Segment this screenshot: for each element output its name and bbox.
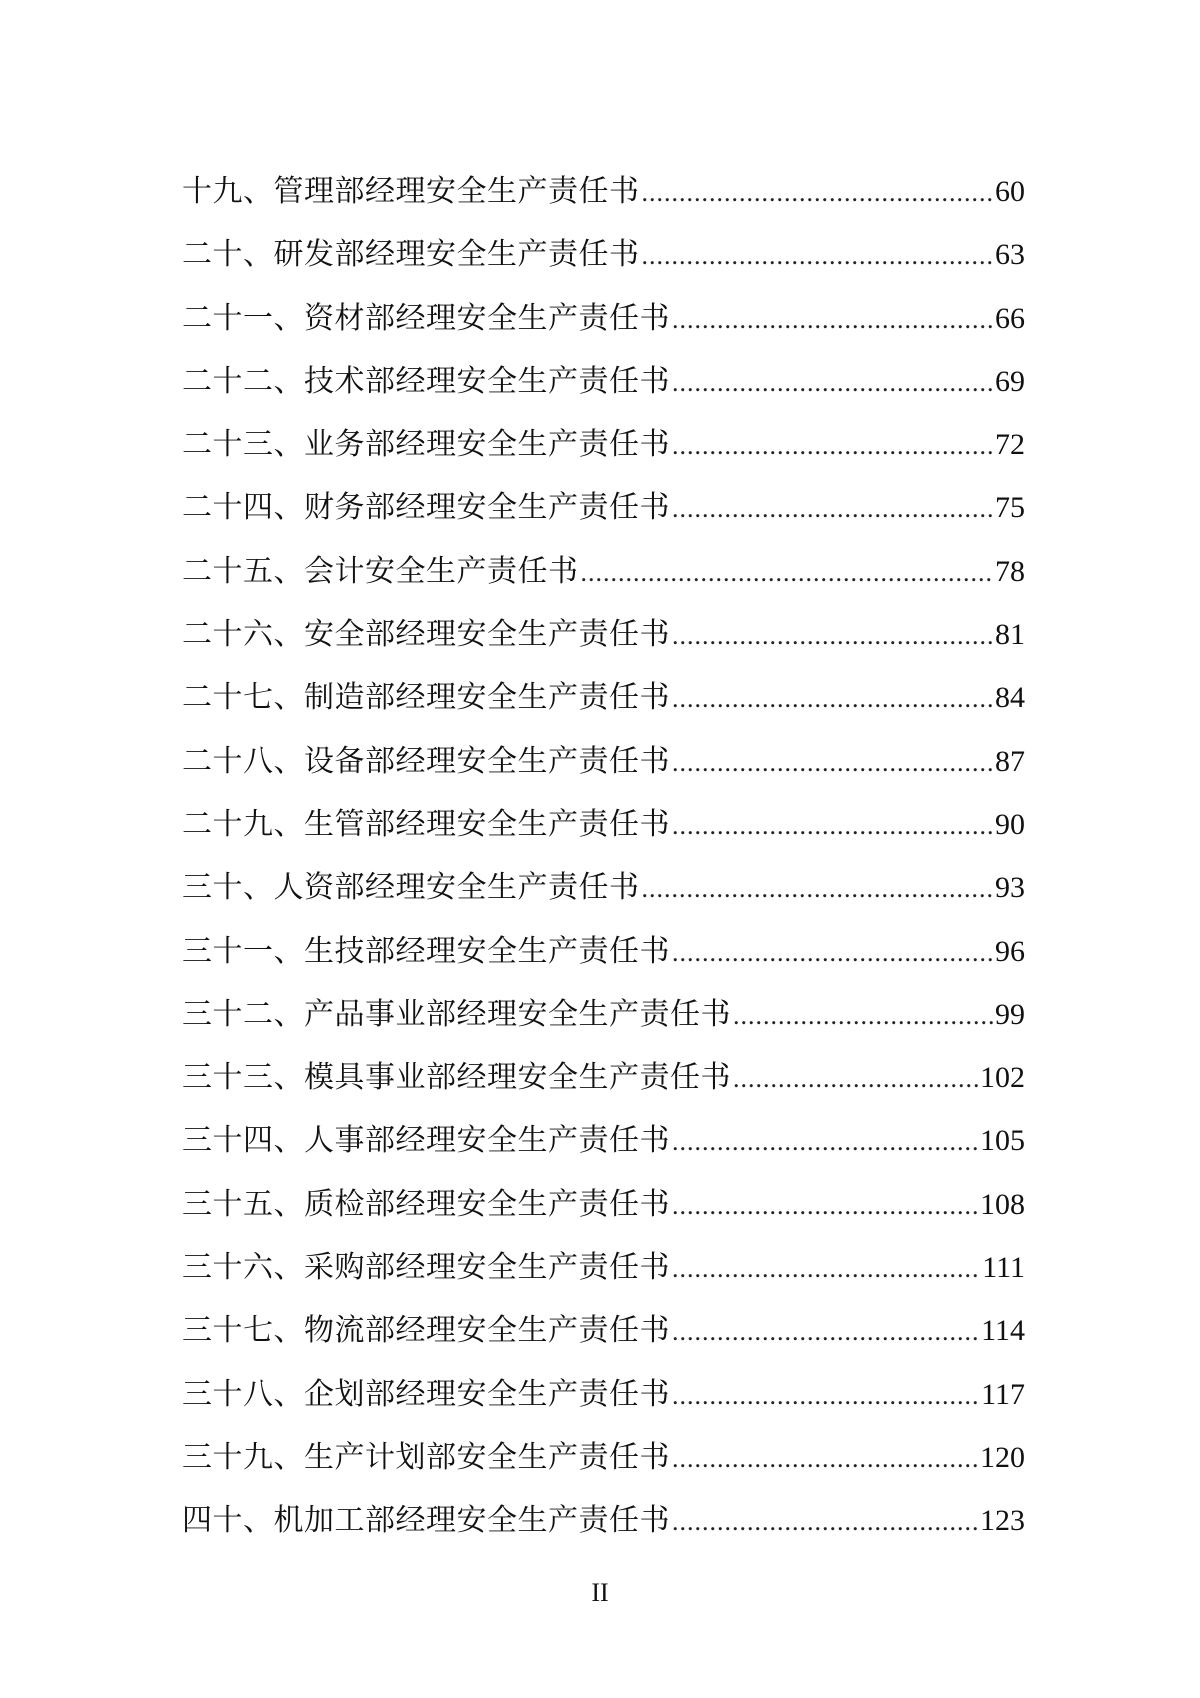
toc-entry-page: 60 [995, 175, 1025, 208]
toc-entry[interactable] [182, 856, 1025, 919]
toc-entry-page: 111 [982, 1251, 1025, 1285]
toc-entry-title: 四十、机加工部经理安全生产责任书 [182, 1503, 670, 1539]
toc-dot-leader [672, 667, 993, 730]
page-number: II [591, 1578, 609, 1607]
table-of-contents [182, 160, 1025, 1553]
toc-entry-title: 三十六、采购部经理安全生产责任书 [182, 1250, 670, 1286]
toc-entry-title: 三十三、模具事业部经理安全生产责任书 [182, 1060, 731, 1096]
toc-entry-page: 90 [995, 807, 1025, 841]
toc-entry[interactable] [182, 1426, 1025, 1489]
toc-dot-leader [672, 921, 993, 984]
toc-entry-page: 87 [995, 744, 1025, 778]
toc-dot-leader [672, 1237, 980, 1300]
toc-dot-leader [733, 984, 993, 1047]
toc-entry[interactable] [182, 1046, 1025, 1109]
toc-entry-page: 69 [995, 364, 1025, 398]
toc-entry-title: 二十九、生管部经理安全生产责任书 [182, 806, 670, 842]
toc-dot-leader [581, 541, 994, 604]
toc-entry-page: 114 [981, 1314, 1025, 1348]
toc-dot-leader [672, 794, 993, 857]
toc-entry-title: 三十七、物流部经理安全生产责任书 [182, 1313, 670, 1349]
toc-entry[interactable] [182, 1236, 1025, 1299]
toc-entry-page: 102 [980, 1061, 1025, 1095]
toc-entry-page: 75 [995, 491, 1025, 525]
toc-entry[interactable] [182, 793, 1025, 856]
toc-entry[interactable] [182, 160, 1025, 223]
toc-entry-title: 二十八、设备部经理安全生产责任书 [182, 743, 670, 779]
toc-entry-title: 二十四、财务部经理安全生产责任书 [182, 490, 670, 526]
toc-entry-page: 105 [980, 1124, 1025, 1158]
toc-entry-page: 117 [981, 1377, 1025, 1411]
toc-dot-leader [672, 288, 993, 351]
toc-dot-leader [672, 1427, 978, 1490]
toc-entry[interactable] [182, 287, 1025, 350]
toc-entry-title: 二十二、技术部经理安全生产责任书 [182, 363, 670, 399]
toc-entry-title: 十九、管理部经理安全生产责任书 [182, 174, 640, 209]
toc-dot-leader [672, 1490, 978, 1553]
toc-entry[interactable] [182, 223, 1025, 286]
toc-entry-page: 120 [980, 1440, 1025, 1474]
toc-entry[interactable] [182, 1489, 1025, 1552]
toc-dot-leader [672, 351, 993, 414]
toc-dot-leader [672, 731, 993, 794]
toc-entry[interactable] [182, 476, 1025, 539]
toc-entry-page: 81 [995, 618, 1025, 652]
toc-entry-title: 二十七、制造部经理安全生产责任书 [182, 680, 670, 716]
toc-entry-page: 96 [995, 934, 1025, 968]
toc-entry-title: 三十一、生技部经理安全生产责任书 [182, 933, 670, 969]
toc-entry-page: 78 [995, 554, 1025, 588]
toc-entry-title: 三十、人资部经理安全生产责任书 [182, 870, 640, 906]
toc-dot-leader [642, 857, 994, 920]
toc-entry-page: 66 [995, 301, 1025, 335]
toc-dot-leader [672, 477, 993, 540]
toc-entry[interactable] [182, 1109, 1025, 1172]
toc-entry-title: 三十九、生产计划部安全生产责任书 [182, 1439, 670, 1475]
toc-entry-title: 二十一、资材部经理安全生产责任书 [182, 300, 670, 336]
toc-dot-leader [642, 224, 994, 287]
toc-entry-page: 99 [995, 997, 1025, 1031]
toc-entry-title: 二十六、安全部经理安全生产责任书 [182, 617, 670, 653]
toc-entry[interactable] [182, 1173, 1025, 1236]
toc-entry-page: 84 [995, 681, 1025, 715]
toc-dot-leader [672, 1110, 978, 1173]
toc-entry-page: 93 [995, 871, 1025, 905]
toc-entry-page: 63 [995, 238, 1025, 272]
toc-entry[interactable] [182, 540, 1025, 603]
toc-dot-leader [672, 1174, 978, 1237]
toc-dot-leader [672, 604, 993, 667]
toc-entry[interactable] [182, 413, 1025, 476]
toc-entry[interactable] [182, 920, 1025, 983]
toc-entry[interactable] [182, 1363, 1025, 1426]
toc-entry-title: 三十五、质检部经理安全生产责任书 [182, 1186, 670, 1222]
toc-dot-leader [672, 1364, 979, 1427]
toc-entry-title: 二十、研发部经理安全生产责任书 [182, 237, 640, 273]
toc-entry-title: 二十三、业务部经理安全生产责任书 [182, 427, 670, 463]
toc-dot-leader [642, 161, 994, 224]
toc-entry-page: 72 [995, 428, 1025, 462]
toc-entry-title: 三十二、产品事业部经理安全生产责任书 [182, 996, 731, 1032]
toc-dot-leader [672, 414, 993, 477]
toc-entry-title: 二十五、会计安全生产责任书 [182, 553, 579, 589]
toc-entry[interactable] [182, 666, 1025, 729]
toc-entry[interactable] [182, 603, 1025, 666]
toc-entry[interactable] [182, 1299, 1025, 1362]
toc-entry-page: 123 [980, 1504, 1025, 1538]
toc-entry-title: 三十四、人事部经理安全生产责任书 [182, 1123, 670, 1159]
toc-entry-title: 三十八、企划部经理安全生产责任书 [182, 1376, 670, 1412]
toc-dot-leader [672, 1300, 979, 1363]
toc-entry[interactable] [182, 730, 1025, 793]
toc-entry[interactable] [182, 350, 1025, 413]
toc-dot-leader [733, 1047, 978, 1110]
toc-entry-page: 108 [980, 1187, 1025, 1221]
toc-entry[interactable] [182, 983, 1025, 1046]
